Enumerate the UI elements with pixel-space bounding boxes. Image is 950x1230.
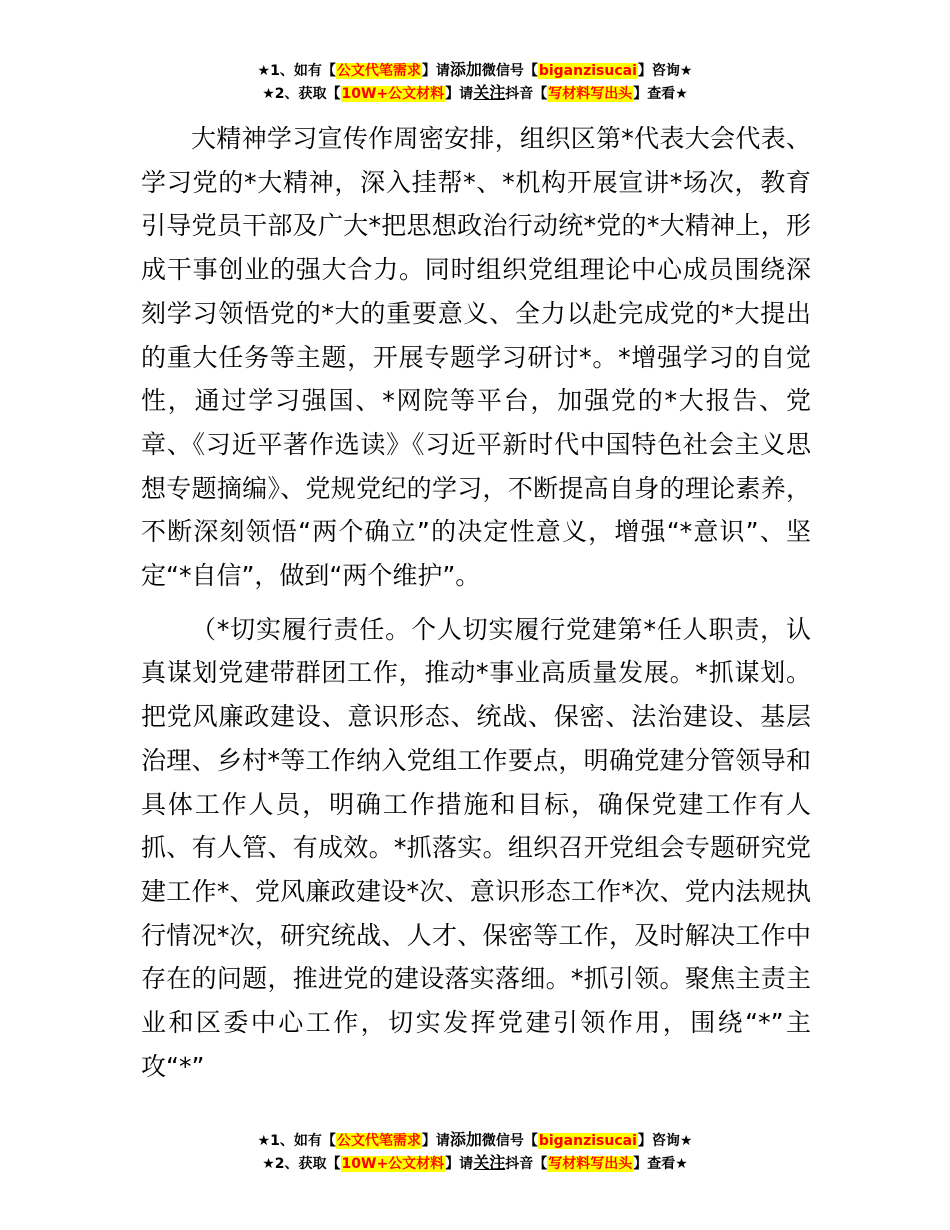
banner-line-1-suffix: 】咨询★ <box>637 63 693 79</box>
footer-line-2-prefix: ★2、获取【 <box>262 1156 341 1172</box>
banner-line-2-highlight-account: 写材料写出头 <box>548 86 633 102</box>
footer-line-2-mid: 】请 <box>445 1156 474 1172</box>
banner-line-2-mid: 】请 <box>445 86 474 102</box>
banner-line-1-mid-2: 微信号【 <box>481 63 538 79</box>
footer-line-1 <box>0 1129 950 1152</box>
body-paragraph-2: （*切实履行责任。个人切实履行党建第*任人职责，认真谋划党建带群团工作，推动*事业高质量发展。*抓谋划。把党风廉政建设、意识形态、统战、保密、法治建设、基层治理、乡村*等工作纳入党组工作要点，明确党建分管领导和具体工作人员，明确工作措施和目标，确保党建工作有人抓、有人管、有成效。*抓落实。组织召开党组会专题研究党建工作*、党风廉政建设*次、意识形态工作*次、党内法规执行情况*次，研究统战、人才、保密等工作，及时解决工作中存在的问题，推进党的建设落实落细。*抓引领。聚焦主责主业和区委中心工作，切实发挥党建引领作用，围绕“*”主攻“*” <box>141 614 811 1081</box>
banner-line-2-emphasis: 关注 <box>473 83 506 102</box>
footer-banner <box>0 1129 950 1175</box>
banner-line-1-highlight-wechat-id: biganzisucai <box>538 63 637 79</box>
footer-line-1-highlight-wechat-id: biganzisucai <box>538 1133 637 1149</box>
footer-line-2-suffix: 】查看★ <box>633 1156 688 1172</box>
footer-line-1-emphasis: 添加 <box>449 1130 482 1149</box>
banner-line-2-suffix: 】查看★ <box>633 86 688 102</box>
footer-line-1-mid: 】请 <box>421 1133 450 1149</box>
footer-line-2 <box>0 1152 950 1175</box>
banner-line-1 <box>0 59 950 82</box>
banner-line-2-mid-2: 抖音【 <box>505 86 548 102</box>
footer-line-1-suffix: 】咨询★ <box>637 1133 693 1149</box>
footer-line-2-highlight-account: 写材料写出头 <box>548 1156 633 1172</box>
banner-line-1-highlight-service: 公文代笔需求 <box>336 63 421 79</box>
banner-line-2 <box>0 82 950 105</box>
footer-line-1-prefix: ★1、如有【 <box>257 1133 336 1149</box>
footer-line-2-highlight-materials: 10W+公文材料 <box>341 1156 445 1172</box>
banner-line-2-prefix: ★2、获取【 <box>262 86 341 102</box>
footer-line-1-highlight-service: 公文代笔需求 <box>336 1133 421 1149</box>
banner-line-2-highlight-materials: 10W+公文材料 <box>341 86 445 102</box>
document-body <box>141 117 811 1088</box>
body-paragraph-1: 大精神学习宣传作周密安排，组织区第*代表大会代表、学习党的*大精神，深入挂帮*、*机构开展宣讲*场次，教育引导党员干部及广大*把思想政治行动统*党的*大精神上，形成干事创业的强大合力。同时组织党组理论中心成员围绕深刻学习领悟党的*大的重要意义、全力以赴完成党的*大提出的重大任务等主题，开展专题学习研讨*。*增强学习的自觉性，通过学习强国、*网院等平台，加强党的*大报告、党章、《习近平著作选读》《习近平新时代中国特色社会主义思想专题摘编》、党规党纪的学习，不断提高自身的理论素养，不断深刻领悟“两个确立”的决定性意义，增强“*意识”、坚定“*自信”，做到“两个维护”。 <box>141 124 811 591</box>
footer-line-2-emphasis: 关注 <box>473 1153 506 1172</box>
banner-line-1-prefix: ★1、如有【 <box>257 63 336 79</box>
footer-line-1-mid-2: 微信号【 <box>481 1133 538 1149</box>
footer-line-2-mid-2: 抖音【 <box>505 1156 548 1172</box>
banner-line-1-emphasis: 添加 <box>449 60 482 79</box>
banner-line-1-mid: 】请 <box>421 63 450 79</box>
header-banner <box>0 59 950 105</box>
